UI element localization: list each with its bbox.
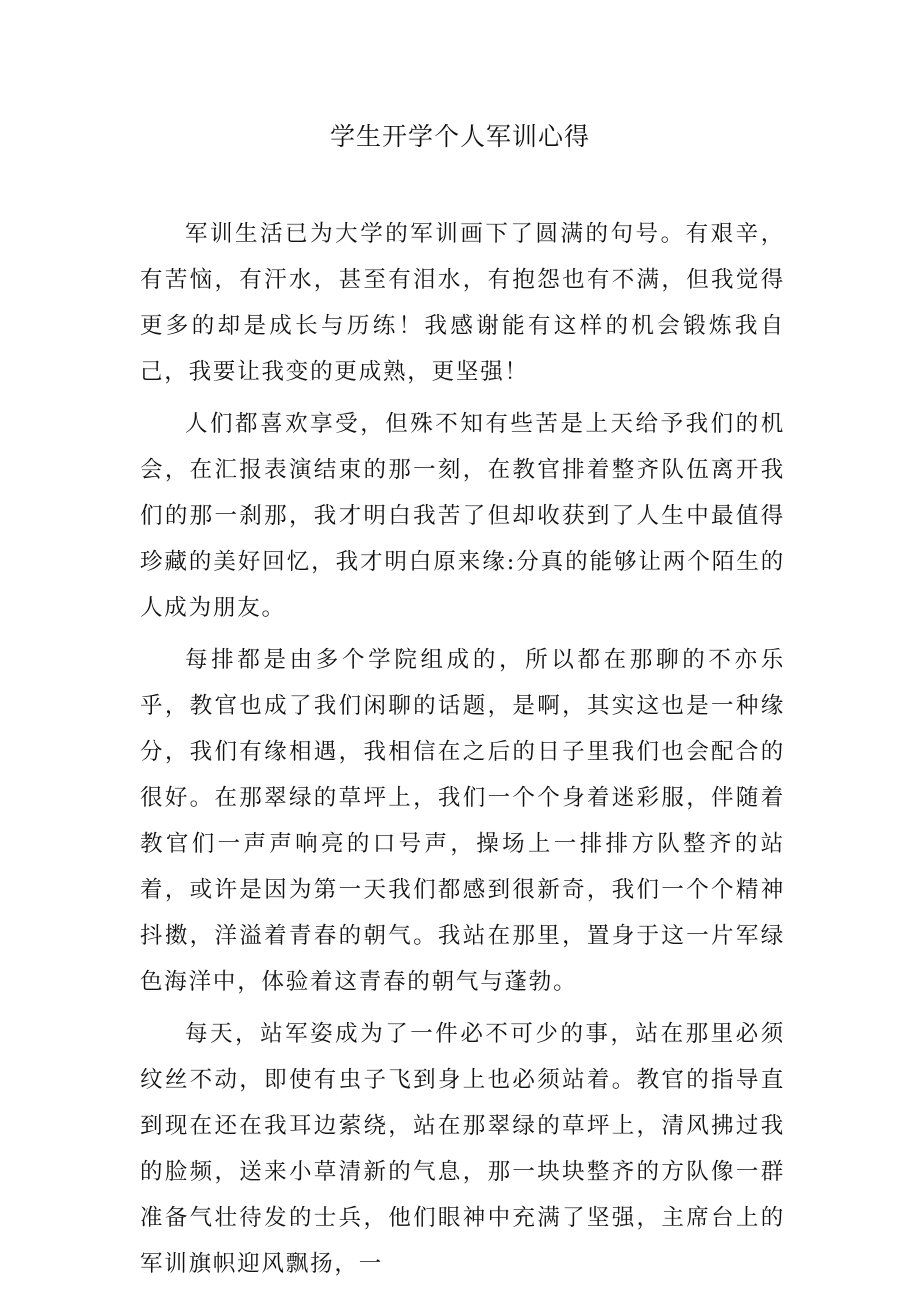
paragraph: 军训生活已为大学的军训画下了圆满的句号。有艰辛，有苦恼，有汗水，甚至有泪水，有抱怨也有不满，但我觉得更多的却是成长与历练！我感谢能有这样的机会锻炼我自己，我要让我变的更成熟，更坚强！ [140, 221, 785, 385]
document-title: 学生开学个人军训心得 [329, 122, 590, 151]
document-body [140, 211, 785, 1293]
paragraph: 人们都喜欢享受，但殊不知有些苦是上天给予我们的机会，在汇报表演结束的那一刻，在教官排着整齐队伍离开我们的那一刹那，我才明白我苦了但却收获到了人生中最值得珍藏的美好回忆，我才明白原来缘:分真的能够让两个陌生的人成为朋友。 [140, 411, 785, 621]
paragraph: 每排都是由多个学院组成的，所以都在那聊的不亦乐乎，教官也成了我们闲聊的话题，是啊，其实这也是一种缘分，我们有缘相遇，我相信在之后的日子里我们也会配合的很好。在那翠绿的草坪上，我们一个个身着迷彩服，伴随着教官们一声声响亮的口号声，操场上一排排方队整齐的站着，或许是因为第一天我们都感到很新奇，我们一个个精神抖擞，洋溢着青春的朝气。我站在那里，置身于这一片军绿色海洋中，体验着这青春的朝气与蓬勃。 [140, 647, 785, 995]
paragraph: 每天，站军姿成为了一件必不可少的事，站在那里必须纹丝不动，即使有虫子飞到身上也必须站着。教官的指导直到现在还在我耳边萦绕，站在那翠绿的草坪上，清风拂过我的脸频，送来小草清新的气息，那一块块整齐的方队像一群准备气壮待发的士兵，他们眼神中充满了坚强，主席台上的军训旗帜迎风飘扬，一 [140, 1021, 785, 1277]
